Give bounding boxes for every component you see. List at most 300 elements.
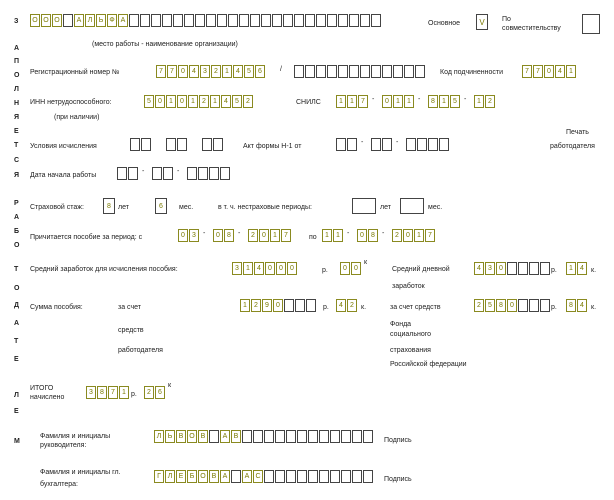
condition-cell[interactable]	[166, 138, 176, 151]
period-to-cell[interactable]: 8	[368, 229, 378, 242]
main-job-checkbox[interactable]: V	[476, 14, 488, 30]
snils-cell-group	[336, 95, 369, 108]
reg-digit-cell[interactable]: 4	[189, 65, 199, 78]
start-date-cell[interactable]	[209, 167, 219, 180]
fund-rub-cell[interactable]	[529, 299, 539, 312]
accountant-name-cell[interactable]: С	[253, 470, 263, 483]
subordination-code-label: Код подчиненности	[440, 69, 504, 76]
avg-rub-cell[interactable]: 4	[254, 262, 264, 275]
snils-label: СНИЛС	[296, 99, 321, 106]
reg-extra-cell[interactable]	[404, 65, 414, 78]
reg-digit-cell[interactable]: 1	[222, 65, 232, 78]
calc-conditions-label: Условия исчисления	[30, 143, 97, 150]
fund-kop-cell[interactable]: 4	[577, 299, 587, 312]
inn-label: ИНН нетрудоспособного:	[30, 99, 112, 106]
separator-dash: -	[418, 96, 421, 103]
total-rub-cell[interactable]: 3	[86, 386, 96, 399]
accountant-name-cell[interactable]: А	[242, 470, 252, 483]
reg-digit-cell[interactable]: 7	[167, 65, 177, 78]
act-date-cell[interactable]	[428, 138, 438, 151]
org-char-cell[interactable]	[294, 14, 304, 27]
head-name-cell[interactable]: В	[176, 430, 186, 443]
daily-rub-cell[interactable]	[529, 262, 539, 275]
fund-rub-cell[interactable]	[518, 299, 528, 312]
separator-dash: -	[347, 230, 350, 237]
head-name-cell[interactable]	[242, 430, 252, 443]
fund-kop-cells[interactable]	[566, 299, 588, 312]
period-from-cell[interactable]: 0	[259, 229, 269, 242]
start-date-cell[interactable]	[163, 167, 173, 180]
head-name-cell[interactable]	[363, 430, 373, 443]
act-date-cell[interactable]	[336, 138, 346, 151]
reg-extra-cell[interactable]	[294, 65, 304, 78]
snils-cell[interactable]: 1	[474, 95, 484, 108]
start-date-cell[interactable]	[198, 167, 208, 180]
act-date-cell-group	[406, 138, 450, 151]
reg-extra-cell[interactable]	[327, 65, 337, 78]
org-char-cell[interactable]: Ф	[107, 14, 117, 27]
org-char-cell[interactable]: О	[41, 14, 51, 27]
inn-digit-cell[interactable]: 2	[243, 95, 253, 108]
accountant-name-cell[interactable]	[352, 470, 362, 483]
avg-kop-cells[interactable]	[340, 262, 362, 275]
total-label-1: ИТОГО	[30, 385, 54, 392]
employer-rub-cell[interactable]	[295, 299, 305, 312]
org-char-cell[interactable]	[151, 14, 161, 27]
org-char-cell[interactable]	[195, 14, 205, 27]
side-letter: Т	[14, 266, 19, 273]
head-name-cell[interactable]	[308, 430, 318, 443]
avg-rub-cell[interactable]: 1	[243, 262, 253, 275]
head-name-cell[interactable]	[264, 430, 274, 443]
total-rub-cell[interactable]: 7	[108, 386, 118, 399]
accountant-name-cell[interactable]: А	[220, 470, 230, 483]
reg-digit-cell[interactable]: 2	[211, 65, 221, 78]
inn-digit-cell[interactable]: 0	[177, 95, 187, 108]
head-name-cell[interactable]	[319, 430, 329, 443]
org-char-cell[interactable]: Л	[85, 14, 95, 27]
reg-number-cells[interactable]	[156, 65, 266, 78]
accountant-name-cell[interactable]: В	[209, 470, 219, 483]
non-ins-months-unit: мес.	[428, 204, 443, 211]
period-from-cell[interactable]: 3	[189, 229, 199, 242]
daily-rub-unit: р.	[551, 267, 557, 274]
side-letter: Е	[14, 128, 19, 135]
side-letter: Д	[14, 302, 19, 309]
total-kop-cell[interactable]: 2	[144, 386, 154, 399]
org-char-cell[interactable]	[162, 14, 172, 27]
org-char-cell[interactable]: О	[30, 14, 40, 27]
employer-rub-cell[interactable]: 2	[251, 299, 261, 312]
reg-extra-cell[interactable]	[382, 65, 392, 78]
reg-digit-cell[interactable]: 3	[200, 65, 210, 78]
inn-digit-cell[interactable]: 1	[188, 95, 198, 108]
part-time-checkbox[interactable]	[582, 14, 600, 34]
reg-extra-cells[interactable]	[294, 65, 426, 78]
org-char-cell[interactable]	[217, 14, 227, 27]
start-date-cell[interactable]	[187, 167, 197, 180]
separator-dash: -	[464, 96, 467, 103]
accountant-name-cell[interactable]	[264, 470, 274, 483]
condition-cell[interactable]	[130, 138, 140, 151]
total-kop-cell[interactable]: 6	[155, 386, 165, 399]
act-date-cell[interactable]	[382, 138, 392, 151]
employer-kop-cell[interactable]: 2	[347, 299, 357, 312]
head-name-cell[interactable]: В	[198, 430, 208, 443]
sub-code-cell[interactable]: 7	[533, 65, 543, 78]
total-rub-cells[interactable]	[86, 386, 130, 399]
employer-funds-label-3: работодателя	[118, 347, 163, 354]
reg-extra-cell[interactable]	[316, 65, 326, 78]
inn-digit-cell[interactable]: 1	[166, 95, 176, 108]
fund-label-1: за счет средств	[390, 304, 441, 311]
period-from-cell[interactable]: 7	[281, 229, 291, 242]
daily-avg-label-2: заработок	[392, 283, 425, 290]
start-date-cell[interactable]	[128, 167, 138, 180]
period-to-cell[interactable]: 0	[357, 229, 367, 242]
head-name-cell[interactable]	[352, 430, 362, 443]
total-kop-cells[interactable]	[144, 386, 166, 399]
fund-rub-cell[interactable]: 8	[496, 299, 506, 312]
snils-cell[interactable]: 5	[450, 95, 460, 108]
head-name-cell[interactable]	[253, 430, 263, 443]
org-char-cell[interactable]	[371, 14, 381, 27]
part-time-label-2: совместительству	[502, 25, 561, 32]
head-name-cell[interactable]	[275, 430, 285, 443]
total-rub-cell[interactable]: 1	[119, 386, 129, 399]
side-letter: А	[14, 214, 20, 221]
snils-cell[interactable]: 1	[347, 95, 357, 108]
employer-rub-cell[interactable]: 0	[273, 299, 283, 312]
employer-kop-cell[interactable]: 4	[336, 299, 346, 312]
accountant-name-cell[interactable]	[231, 470, 241, 483]
org-char-cell[interactable]: Ь	[96, 14, 106, 27]
stamp-label: Печать	[566, 129, 589, 136]
snils-cell[interactable]: 8	[428, 95, 438, 108]
side-letter: Т	[14, 338, 19, 345]
reg-digit-cell[interactable]: 0	[178, 65, 188, 78]
period-from-cell-group	[248, 229, 292, 242]
org-char-cell[interactable]	[261, 14, 271, 27]
act-date-cell[interactable]	[347, 138, 357, 151]
benefit-sum-label: Сумма пособия:	[30, 304, 83, 311]
employer-rub-cell[interactable]	[284, 299, 294, 312]
period-from-cell[interactable]: 0	[178, 229, 188, 242]
fund-rub-cells[interactable]	[474, 299, 551, 312]
head-name-cell[interactable]	[286, 430, 296, 443]
fund-kop-cell[interactable]: 8	[566, 299, 576, 312]
daily-kop-cells[interactable]	[566, 262, 588, 275]
org-char-cell[interactable]	[184, 14, 194, 27]
accountant-name-cell[interactable]	[308, 470, 318, 483]
separator-dash: -	[361, 139, 364, 146]
act-date-cell[interactable]	[417, 138, 427, 151]
insurance-exp-label: Страховой стаж:	[30, 204, 84, 211]
snils-cell[interactable]: 1	[404, 95, 414, 108]
side-letter: А	[14, 45, 20, 52]
org-char-cell[interactable]	[349, 14, 359, 27]
avg-rub-cells[interactable]	[232, 262, 298, 275]
head-name-cell[interactable]: О	[187, 430, 197, 443]
fund-label-4: страхования	[390, 347, 431, 354]
period-to-cell[interactable]: 2	[392, 229, 402, 242]
inn-cells[interactable]	[144, 95, 254, 108]
avg-rub-cell[interactable]: 3	[232, 262, 242, 275]
accountant-name-cell[interactable]: Е	[176, 470, 186, 483]
condition-cell-group	[130, 138, 152, 151]
total-kop-unit: к	[168, 382, 172, 389]
accountant-label-2: бухгалтера:	[40, 481, 78, 488]
snils-cell[interactable]: 1	[336, 95, 346, 108]
start-date-cell[interactable]	[220, 167, 230, 180]
condition-cell-group	[202, 138, 224, 151]
period-from-cell[interactable]: 8	[224, 229, 234, 242]
employer-kop-cells[interactable]	[336, 299, 358, 312]
act-date-cell[interactable]	[371, 138, 381, 151]
org-char-cell[interactable]	[305, 14, 315, 27]
accountant-name-cell[interactable]	[341, 470, 351, 483]
avg-kop-cell[interactable]: 0	[340, 262, 350, 275]
side-letter: О	[14, 242, 20, 249]
head-name-cell[interactable]: Ь	[165, 430, 175, 443]
fund-rub-cell[interactable]: 5	[485, 299, 495, 312]
side-letter: О	[14, 285, 20, 292]
period-from-cell[interactable]: 2	[248, 229, 258, 242]
accountant-name-cell[interactable]: О	[198, 470, 208, 483]
act-date-cell-group	[371, 138, 393, 151]
snils-cell[interactable]: 7	[358, 95, 368, 108]
accountant-name-cell[interactable]	[275, 470, 285, 483]
org-char-cell[interactable]: А	[74, 14, 84, 27]
non-ins-months-box[interactable]	[400, 198, 424, 214]
head-name-cells[interactable]	[154, 430, 374, 443]
accountant-name-cell[interactable]	[319, 470, 329, 483]
avg-rub-cell[interactable]: 0	[276, 262, 286, 275]
sub-code-cell[interactable]: 7	[522, 65, 532, 78]
side-letter: Т	[14, 142, 19, 149]
start-date-cell[interactable]	[117, 167, 127, 180]
employer-rub-cell[interactable]: 9	[262, 299, 272, 312]
period-to-cell[interactable]: 1	[322, 229, 332, 242]
accountant-name-cell[interactable]	[363, 470, 373, 483]
fund-rub-unit: р.	[551, 304, 557, 311]
period-to-cell[interactable]: 0	[403, 229, 413, 242]
head-name-cell[interactable]	[341, 430, 351, 443]
accountant-name-cells[interactable]	[154, 470, 374, 483]
org-char-cell[interactable]	[129, 14, 139, 27]
snils-cell[interactable]: 1	[393, 95, 403, 108]
total-label-2: начислено	[30, 394, 65, 401]
inn-digit-cell[interactable]: 2	[199, 95, 209, 108]
condition-cell[interactable]	[202, 138, 212, 151]
exp-months-unit: мес.	[179, 204, 194, 211]
fund-rub-cell[interactable]: 0	[507, 299, 517, 312]
avg-rub-cell[interactable]: 0	[287, 262, 297, 275]
reg-extra-cell[interactable]	[393, 65, 403, 78]
avg-rub-cell[interactable]: 0	[265, 262, 275, 275]
subordination-code-cells[interactable]	[522, 65, 577, 78]
condition-cell[interactable]	[141, 138, 151, 151]
fund-rub-cell[interactable]: 2	[474, 299, 484, 312]
employer-rub-cells[interactable]	[240, 299, 317, 312]
accountant-name-cell[interactable]	[286, 470, 296, 483]
period-from-cell-group	[213, 229, 235, 242]
head-signature-label: Подпись	[384, 437, 412, 444]
head-name-cell[interactable]	[209, 430, 219, 443]
daily-rub-cell[interactable]: 3	[485, 262, 495, 275]
head-name-cell[interactable]: Л	[154, 430, 164, 443]
daily-kop-unit: к.	[591, 267, 597, 274]
accountant-name-cell[interactable]: Л	[165, 470, 175, 483]
accountant-name-cell[interactable]	[297, 470, 307, 483]
non-ins-years-box[interactable]	[352, 198, 376, 214]
separator-dash: -	[382, 230, 385, 237]
organization-caption: (место работы - наименование организации)	[92, 41, 238, 48]
daily-rub-cell[interactable]	[540, 262, 550, 275]
daily-avg-label-1: Средний дневной	[392, 266, 450, 273]
reg-digit-cell[interactable]: 6	[255, 65, 265, 78]
org-char-cell[interactable]: О	[52, 14, 62, 27]
reg-extra-cell[interactable]	[415, 65, 425, 78]
exp-months-box[interactable]: 6	[155, 198, 167, 214]
daily-rub-cell[interactable]: 0	[496, 262, 506, 275]
avg-earnings-label: Средний заработок для исчисления пособия:	[30, 266, 178, 273]
accountant-name-cell[interactable]: Б	[187, 470, 197, 483]
head-name-cell[interactable]: В	[231, 430, 241, 443]
accountant-label-1: Фамилия и инициалы гл.	[40, 469, 121, 476]
side-letter: Л	[14, 86, 19, 93]
org-char-cell[interactable]	[316, 14, 326, 27]
daily-rub-cell[interactable]	[507, 262, 517, 275]
head-label-1: Фамилия и инициалы	[40, 433, 111, 440]
reg-extra-cell[interactable]	[338, 65, 348, 78]
sub-code-cell[interactable]: 0	[544, 65, 554, 78]
total-rub-cell[interactable]: 8	[97, 386, 107, 399]
org-char-cell[interactable]	[360, 14, 370, 27]
side-letter: Н	[14, 100, 20, 107]
separator-dash: -	[203, 230, 206, 237]
period-to-cell-group	[322, 229, 344, 242]
fund-rub-cell[interactable]	[540, 299, 550, 312]
snils-cell[interactable]: 0	[382, 95, 392, 108]
inn-digit-cell[interactable]: 5	[232, 95, 242, 108]
side-letter: А	[14, 320, 20, 327]
separator-dash: -	[238, 230, 241, 237]
snils-cell-group	[428, 95, 461, 108]
act-n1-label: Акт формы Н-1 от	[243, 143, 302, 150]
period-from-cell[interactable]: 0	[213, 229, 223, 242]
inn-digit-cell[interactable]: 4	[221, 95, 231, 108]
period-from-cell[interactable]: 1	[270, 229, 280, 242]
snils-cell-group	[474, 95, 496, 108]
start-date-cell-group	[117, 167, 139, 180]
fund-label-3: социального	[390, 331, 432, 338]
organization-name-cells[interactable]	[30, 14, 382, 27]
daily-kop-cell[interactable]: 4	[577, 262, 587, 275]
org-char-cell[interactable]	[338, 14, 348, 27]
part-time-label-1: По	[502, 16, 511, 23]
head-name-cell[interactable]	[297, 430, 307, 443]
employer-kop-unit: к.	[361, 304, 367, 311]
reg-number-label: Регистрационный номер №	[30, 69, 120, 76]
period-to-label: по	[309, 234, 317, 241]
org-char-cell[interactable]	[239, 14, 249, 27]
exp-years-box[interactable]: 8	[103, 198, 115, 214]
side-letter: Б	[14, 228, 20, 235]
org-char-cell[interactable]	[283, 14, 293, 27]
reg-digit-cell[interactable]: 5	[244, 65, 254, 78]
head-name-cell[interactable]	[330, 430, 340, 443]
reg-extra-cell[interactable]	[360, 65, 370, 78]
sub-code-cell[interactable]: 1	[566, 65, 576, 78]
period-to-cell[interactable]: 1	[414, 229, 424, 242]
accountant-name-cell[interactable]	[330, 470, 340, 483]
side-letter: З	[14, 18, 19, 25]
total-rub-unit: р.	[131, 391, 137, 398]
org-char-cell[interactable]	[327, 14, 337, 27]
employer-rub-cell[interactable]	[306, 299, 316, 312]
inn-digit-cell[interactable]: 5	[144, 95, 154, 108]
employer-rub-cell[interactable]: 1	[240, 299, 250, 312]
start-date-cell-group	[187, 167, 231, 180]
side-letter: Я	[14, 114, 20, 121]
condition-cell[interactable]	[177, 138, 187, 151]
daily-kop-cell[interactable]: 1	[566, 262, 576, 275]
snils-cell[interactable]: 2	[485, 95, 495, 108]
avg-kop-cell[interactable]: 0	[351, 262, 361, 275]
org-char-cell[interactable]	[206, 14, 216, 27]
inn-digit-cell[interactable]: 0	[155, 95, 165, 108]
act-date-cell[interactable]	[439, 138, 449, 151]
side-letter: Е	[14, 356, 19, 363]
head-name-cell[interactable]: А	[220, 430, 230, 443]
side-letter: О	[14, 72, 20, 79]
start-date-cell[interactable]	[152, 167, 162, 180]
fund-kop-unit: к.	[591, 304, 597, 311]
org-char-cell[interactable]	[228, 14, 238, 27]
org-char-cell[interactable]	[250, 14, 260, 27]
org-char-cell[interactable]	[272, 14, 282, 27]
accountant-signature-label: Подпись	[384, 476, 412, 483]
daily-rub-cell[interactable]	[518, 262, 528, 275]
period-to-cell[interactable]: 1	[333, 229, 343, 242]
side-letter: П	[14, 58, 20, 65]
side-letter: Р	[14, 200, 19, 207]
reg-digit-cell[interactable]: 7	[156, 65, 166, 78]
snils-cell-group	[382, 95, 415, 108]
snils-cell[interactable]: 1	[439, 95, 449, 108]
act-date-cell[interactable]	[406, 138, 416, 151]
reg-extra-cell[interactable]	[349, 65, 359, 78]
period-to-cell[interactable]: 7	[425, 229, 435, 242]
org-char-cell[interactable]	[173, 14, 183, 27]
accountant-name-cell[interactable]: Г	[154, 470, 164, 483]
sub-code-cell[interactable]: 4	[555, 65, 565, 78]
start-date-label: Дата начала работы	[30, 172, 97, 179]
org-char-cell[interactable]	[63, 14, 73, 27]
reg-extra-cell[interactable]	[305, 65, 315, 78]
condition-cell[interactable]	[213, 138, 223, 151]
org-char-cell[interactable]: А	[118, 14, 128, 27]
reg-digit-cell[interactable]: 4	[233, 65, 243, 78]
daily-rub-cell[interactable]: 4	[474, 262, 484, 275]
daily-rub-cells[interactable]	[474, 262, 551, 275]
inn-digit-cell[interactable]: 1	[210, 95, 220, 108]
org-char-cell[interactable]	[140, 14, 150, 27]
reg-extra-cell[interactable]	[371, 65, 381, 78]
side-letter: Л	[14, 392, 19, 399]
stamp-employer-label: работодателя	[550, 143, 595, 150]
